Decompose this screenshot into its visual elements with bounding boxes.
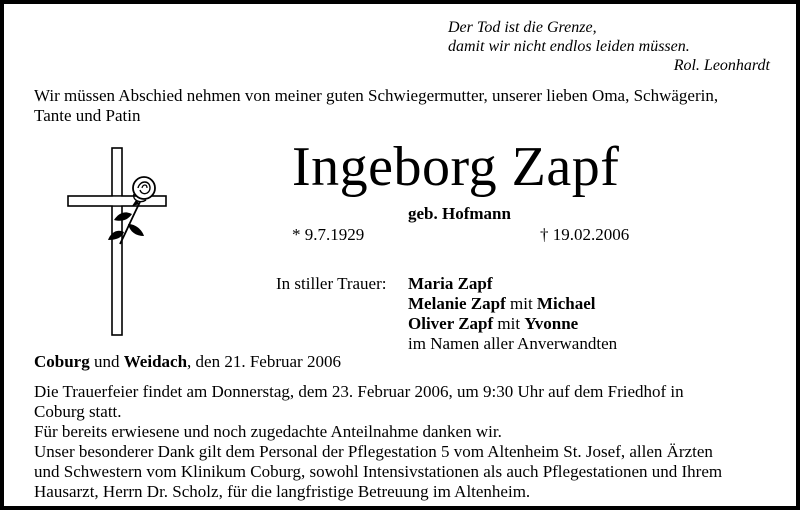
body-line: Unser besonderer Dank gilt dem Personal der Pflegestation 5 vom Altenheim St. Josef, allen Ärzten	[34, 442, 713, 461]
notice-body	[34, 382, 779, 502]
place-weidach: Weidach	[123, 352, 188, 371]
mourner-line	[408, 294, 617, 314]
mourner-partner: Michael	[536, 294, 596, 313]
notice-date: , den 21. Februar 2006	[187, 352, 341, 371]
body-line: Die Trauerfeier findet am Donnerstag, dem 23. Februar 2006, um 9:30 Uhr auf dem Friedhof in	[34, 382, 684, 401]
cross-with-rose-icon	[62, 144, 172, 339]
place-connector: und	[89, 352, 124, 371]
intro-text	[34, 86, 774, 126]
mourner-connector: mit	[493, 314, 525, 333]
body-line: Coburg statt.	[34, 402, 122, 421]
death-date: † 19.02.2006	[540, 225, 630, 244]
deceased-name: Ingeborg Zapf	[292, 136, 620, 198]
mourner-name: Melanie Zapf	[408, 294, 506, 313]
intro-line-1: Wir müssen Abschied nehmen von meiner guten Schwiegermutter, unserer lieben Oma, Schwägerin,	[34, 86, 719, 105]
mourner-name: Oliver Zapf	[408, 314, 494, 333]
mourner-connector: mit	[505, 294, 537, 313]
body-line: Für bereits erwiesene und noch zugedachte Anteilnahme danken wir.	[34, 422, 502, 441]
birth-date: * 9.7.1929	[292, 225, 365, 244]
mourner-line	[408, 274, 617, 294]
body-line: Hausarzt, Herrn Dr. Scholz, für die langfristige Betreuung im Altenheim.	[34, 482, 531, 501]
quote-line-2: damit wir nicht endlos leiden müssen.	[448, 38, 690, 55]
quote-line-1: Der Tod ist die Grenze,	[448, 19, 597, 36]
quote-author: Rol. Leonhardt	[673, 57, 770, 74]
mourner-line	[408, 314, 617, 334]
mourners-list	[408, 274, 617, 354]
mourner-partner: Yvonne	[524, 314, 579, 333]
mourner-line	[408, 334, 617, 354]
mourner-relatives: im Namen aller Anverwandten	[408, 334, 618, 353]
intro-line-2: Tante und Patin	[34, 106, 141, 125]
birth-name: geb. Hofmann	[408, 204, 511, 223]
place-and-date	[34, 352, 341, 372]
mourning-label: In stiller Trauer:	[276, 274, 387, 293]
epigraph-quote	[448, 18, 778, 75]
place-coburg: Coburg	[34, 352, 90, 371]
mourner-name: Maria Zapf	[408, 274, 493, 293]
body-line: und Schwestern vom Klinikum Coburg, sowohl Intensivstationen als auch Pflegestationen und Ihrem	[34, 462, 723, 481]
